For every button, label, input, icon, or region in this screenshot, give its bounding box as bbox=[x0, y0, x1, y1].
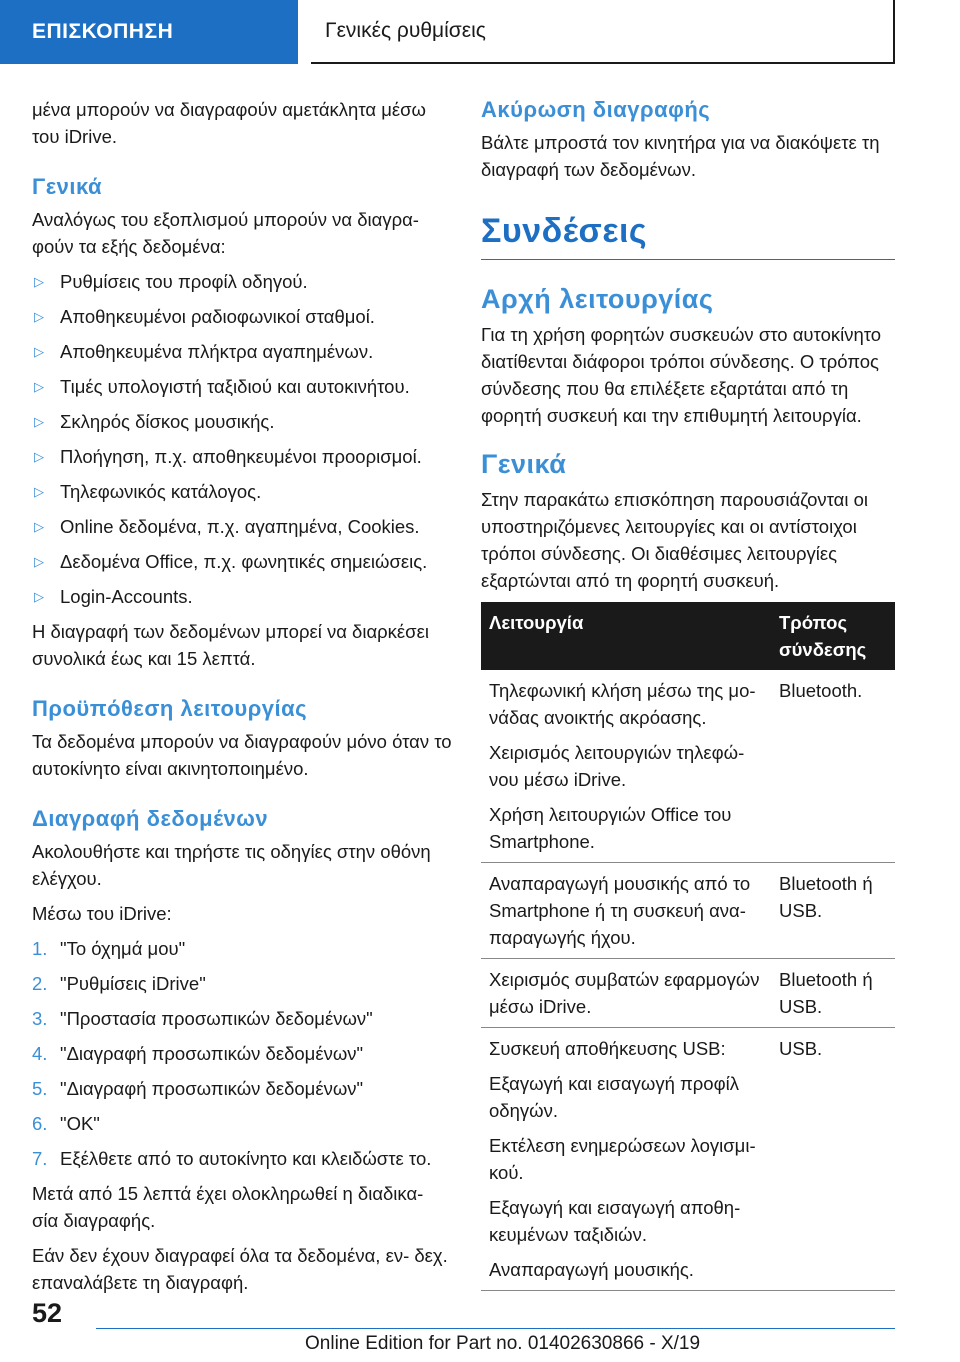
triangle-bullet-icon: ▷ bbox=[34, 589, 44, 604]
function-cell bbox=[481, 863, 771, 959]
step-number: 2. bbox=[32, 973, 48, 994]
step-number: 7. bbox=[32, 1148, 48, 1169]
step-number: 4. bbox=[32, 1043, 48, 1064]
step-text: "Το όχημά μου" bbox=[60, 938, 186, 959]
list-item bbox=[32, 408, 454, 435]
page-number: 52 bbox=[32, 1298, 63, 1328]
step-text: "Διαγραφή προσωπικών δεδομένων" bbox=[60, 1078, 364, 1099]
triangle-bullet-icon: ▷ bbox=[34, 309, 44, 324]
step-text: "OK" bbox=[60, 1113, 100, 1134]
step-number: 1. bbox=[32, 938, 48, 959]
triangle-bullet-icon: ▷ bbox=[34, 414, 44, 429]
connection-cell: Bluetooth ή USB. bbox=[771, 863, 895, 959]
list-item bbox=[32, 373, 454, 400]
connection-cell: Bluetooth. bbox=[771, 670, 895, 863]
function-text: Εξαγωγή και εισαγωγή προφίλ οδηγών. bbox=[489, 1073, 739, 1121]
function-text: Χειρισμός συμβατών εφαρμογών μέσω iDrive. bbox=[489, 969, 760, 1017]
delete-data-text: Ακολουθήστε και τηρήστε τις οδηγίες στην οθόνη ελέγχου. bbox=[32, 841, 431, 889]
list-item-text: Login-Accounts. bbox=[60, 586, 193, 607]
principle-heading: Αρχή λειτουργίας bbox=[481, 284, 714, 314]
list-item bbox=[32, 583, 454, 610]
general-heading: Γενικά bbox=[32, 174, 103, 199]
step-text: "Ρυθμίσεις iDrive" bbox=[60, 973, 206, 994]
function-cell bbox=[481, 1028, 771, 1291]
via-idrive-label: Μέσω του iDrive: bbox=[32, 903, 172, 924]
list-item-text: Σκληρός δίσκος μουσικής. bbox=[60, 411, 275, 432]
triangle-bullet-icon: ▷ bbox=[34, 379, 44, 394]
header-function: Λειτουργία bbox=[481, 602, 771, 670]
list-item-text: Τιμές υπολογιστή ταξιδιού και αυτοκινήτου. bbox=[60, 376, 410, 397]
connection-cell: Bluetooth ή USB. bbox=[771, 959, 895, 1028]
step-item bbox=[32, 1075, 454, 1102]
table-row bbox=[481, 863, 895, 959]
triangle-bullet-icon: ▷ bbox=[34, 274, 44, 289]
deletable-data-list bbox=[32, 268, 454, 610]
delete-steps-list bbox=[32, 935, 454, 1172]
retry-text: Εάν δεν έχουν διαγραφεί όλα τα δεδομένα, εν- δεχ. επαναλάβετε τη διαγραφή. bbox=[32, 1245, 448, 1293]
list-item bbox=[32, 513, 454, 540]
step-item bbox=[32, 1040, 454, 1067]
list-item-text: Πλοήγηση, π.χ. αποθηκευμένοι προορισμοί. bbox=[60, 446, 422, 467]
step-text: Εξέλθετε από το αυτοκίνητο και κλειδώστε το. bbox=[60, 1148, 432, 1169]
list-item-text: Τηλεφωνικός κατάλογος. bbox=[60, 481, 262, 502]
function-cell bbox=[481, 670, 771, 863]
function-text: Συσκευή αποθήκευσης USB: bbox=[489, 1038, 726, 1059]
function-text: Χρήση λειτουργιών Office του Smartphone. bbox=[489, 804, 732, 852]
intro-text: μένα μπορούν να διαγραφούν αμετάκλητα μέσω του iDrive. bbox=[32, 99, 426, 147]
list-item-text: Δεδομένα Office, π.χ. φωνητικές σημειώσεις. bbox=[60, 551, 428, 572]
step-item bbox=[32, 935, 454, 962]
function-text: Τηλεφωνική κλήση μέσω της μο- νάδας ανοικτής ακρόασης. bbox=[489, 680, 756, 728]
connections-general-heading: Γενικά bbox=[481, 449, 567, 479]
step-item bbox=[32, 1110, 454, 1137]
connections-general-text: Στην παρακάτω επισκόπηση παρουσιάζονται οι υποστηριζόμενες λειτουργίες και οι αντίστοιχοι τρόποι σύνδεσης. Οι διαθέσιμες λειτουργίες εξαρτώνται από τη φορητή συσκευή. bbox=[481, 489, 868, 591]
triangle-bullet-icon: ▷ bbox=[34, 449, 44, 464]
list-item bbox=[32, 268, 454, 295]
list-item-text: Online δεδομένα, π.χ. αγαπημένα, Cookies. bbox=[60, 516, 420, 537]
triangle-bullet-icon: ▷ bbox=[34, 554, 44, 569]
step-item bbox=[32, 970, 454, 997]
list-item bbox=[32, 548, 454, 575]
prerequisite-text: Τα δεδομένα μπορούν να διαγραφούν μόνο όταν το αυτοκίνητο είναι ακινητοποιημένο. bbox=[32, 731, 452, 779]
list-item bbox=[32, 303, 454, 330]
header-connection: Τρόπος σύνδεσης bbox=[771, 602, 895, 670]
prerequisite-heading: Προϋπόθεση λειτουργίας bbox=[32, 696, 308, 721]
principle-text: Για τη χρήση φορητών συσκευών στο αυτοκίνητο διατίθενται διάφοροι τρόποι σύνδεσης. Ο τρόπος σύνδεσης που θα επιλέξετε εξαρτάται από τη φορητή συσκευή και την επιθυμητή λειτουργία. bbox=[481, 324, 882, 426]
step-item bbox=[32, 1145, 454, 1172]
general-text: Αναλόγως του εξοπλισμού μπορούν να διαγρα- φούν τα εξής δεδομένα: bbox=[32, 209, 419, 257]
overview-tab[interactable]: ΕΠΙΣΚΟΠΗΣΗ bbox=[0, 0, 298, 64]
connections-table bbox=[481, 602, 895, 1291]
edition-footer: Online Edition for Part no. 01402630866 - X/19 bbox=[305, 1333, 701, 1354]
right-column bbox=[481, 96, 895, 1291]
left-column bbox=[32, 96, 454, 1304]
step-text: "Προστασία προσωπικών δεδομένων" bbox=[60, 1008, 373, 1029]
step-number: 5. bbox=[32, 1078, 48, 1099]
table-header-row bbox=[481, 602, 895, 670]
footer-divider bbox=[96, 1328, 895, 1329]
cancel-delete-text: Βάλτε μπροστά τον κινητήρα για να διακόψετε τη διαγραφή των δεδομένων. bbox=[481, 132, 880, 180]
list-item-text: Αποθηκευμένοι ραδιοφωνικοί σταθμοί. bbox=[60, 306, 375, 327]
table-row bbox=[481, 959, 895, 1028]
triangle-bullet-icon: ▷ bbox=[34, 344, 44, 359]
step-item bbox=[32, 1005, 454, 1032]
table-row bbox=[481, 670, 895, 863]
step-number: 6. bbox=[32, 1113, 48, 1134]
function-text: Χειρισμός λειτουργιών τηλεφώ- νου μέσω iDrive. bbox=[489, 742, 745, 790]
function-text: Αναπαραγωγή μουσικής από το Smartphone ή τη συσκευή ανα- παραγωγής ήχου. bbox=[489, 873, 751, 948]
function-text: Εκτέλεση ενημερώσεων λογισμι- κού. bbox=[489, 1135, 756, 1183]
function-cell bbox=[481, 959, 771, 1028]
list-item-text: Ρυθμίσεις του προφίλ οδηγού. bbox=[60, 271, 308, 292]
connection-cell: USB. bbox=[771, 1028, 895, 1291]
list-item bbox=[32, 478, 454, 505]
duration-text: Η διαγραφή των δεδομένων μπορεί να διαρκέσει συνολικά έως και 15 λεπτά. bbox=[32, 621, 429, 669]
list-item-text: Αποθηκευμένα πλήκτρα αγαπημένων. bbox=[60, 341, 374, 362]
list-item bbox=[32, 338, 454, 365]
triangle-bullet-icon: ▷ bbox=[34, 484, 44, 499]
table-row bbox=[481, 1028, 895, 1291]
function-text: Εξαγωγή και εισαγωγή αποθη- κευμένων ταξιδιών. bbox=[489, 1197, 741, 1245]
list-item bbox=[32, 443, 454, 470]
function-text: Αναπαραγωγή μουσικής. bbox=[489, 1259, 694, 1280]
step-text: "Διαγραφή προσωπικών δεδομένων" bbox=[60, 1043, 364, 1064]
section-title-tab: Γενικές ρυθμίσεις bbox=[311, 0, 895, 64]
delete-data-heading: Διαγραφή δεδομένων bbox=[32, 806, 269, 831]
triangle-bullet-icon: ▷ bbox=[34, 519, 44, 534]
cancel-delete-heading: Ακύρωση διαγραφής bbox=[481, 97, 711, 122]
after-text: Μετά από 15 λεπτά έχει ολοκληρωθεί η διαδικα- σία διαγραφής. bbox=[32, 1183, 424, 1231]
step-number: 3. bbox=[32, 1008, 48, 1029]
connections-title: Συνδέσεις bbox=[481, 209, 895, 260]
